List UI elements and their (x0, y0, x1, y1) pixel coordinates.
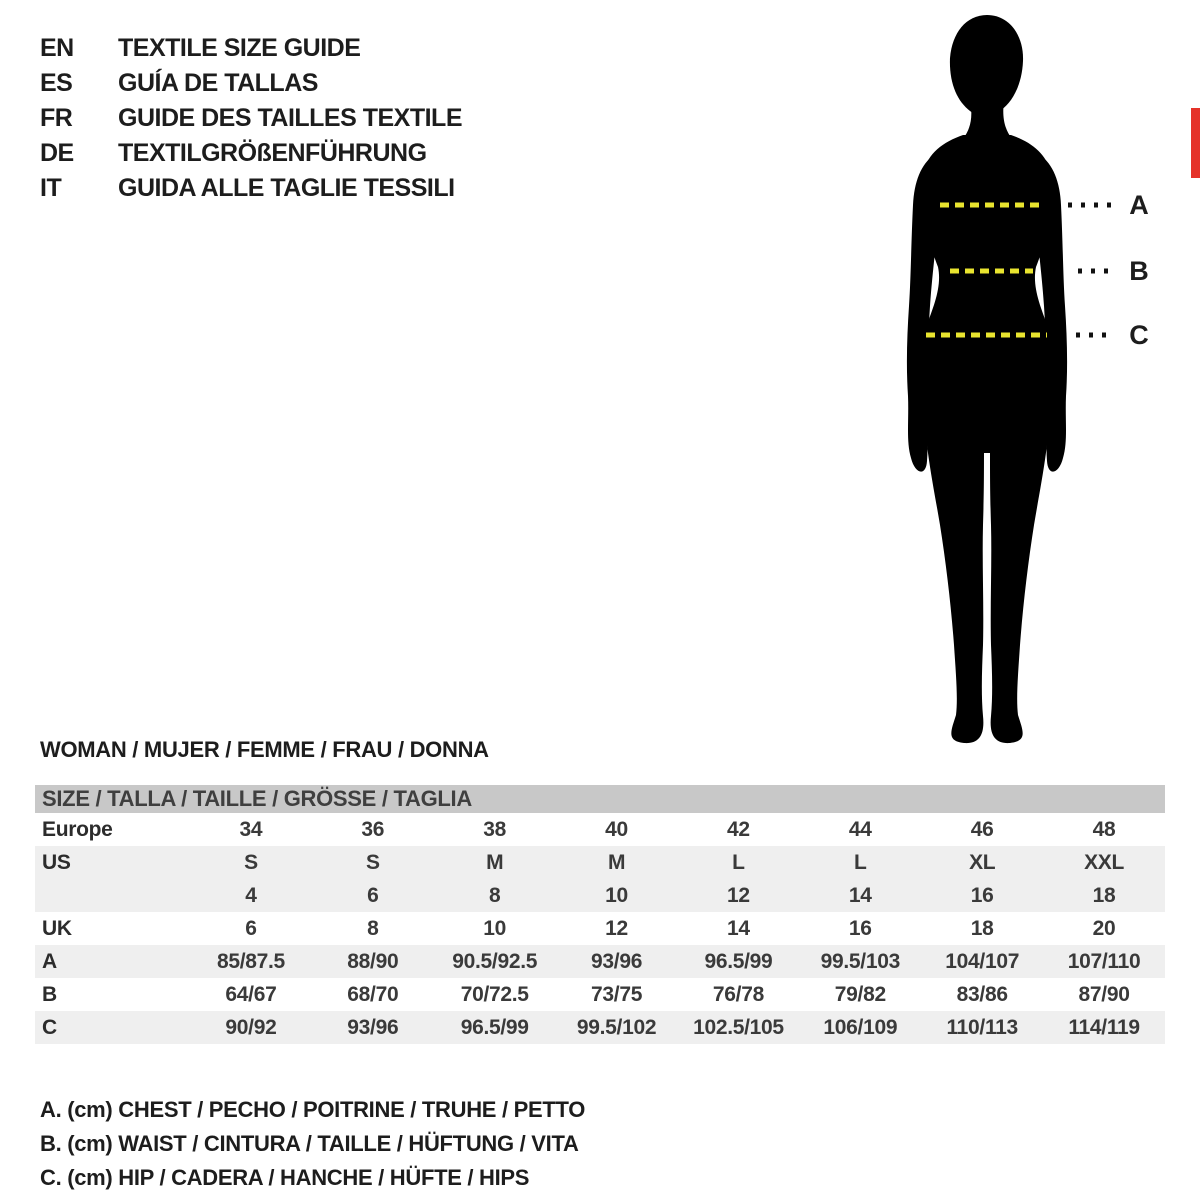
table-row-hip-c (35, 1011, 1165, 1044)
size-cell: 87/90 (1078, 983, 1130, 1006)
size-cell: 73/75 (591, 983, 643, 1006)
size-cell: 93/96 (591, 950, 643, 973)
silhouette-head (950, 15, 1023, 116)
size-cell: 44 (848, 818, 872, 841)
size-cell: 6 (367, 884, 379, 907)
size-cell: 76/78 (712, 983, 764, 1006)
measure-label-c: C (1129, 320, 1149, 350)
size-cell: 102.5/105 (693, 1016, 784, 1039)
lang-code-fr: FR (40, 104, 73, 132)
size-cell: 14 (848, 884, 872, 907)
lang-label-fr: GUIDE DES TAILLES TEXTILE (118, 104, 463, 132)
size-cell: 79/82 (834, 983, 886, 1006)
size-cell: 99.5/102 (576, 1016, 657, 1039)
size-cell: 20 (1092, 917, 1116, 940)
table-row-europe (35, 813, 1165, 846)
size-cell: 88/90 (347, 950, 399, 973)
row-label-europe: Europe (42, 818, 113, 841)
lang-code-es: ES (40, 69, 73, 97)
lang-row-it (40, 171, 462, 206)
row-label-blank (35, 879, 190, 912)
woman-silhouette (907, 15, 1067, 743)
size-cell: 14 (727, 917, 750, 940)
table-row-waist-b (35, 978, 1165, 1011)
size-cell: S (365, 851, 380, 874)
lang-label-de: TEXTILGRÖßENFÜHRUNG (118, 139, 427, 167)
measure-label-b: B (1129, 256, 1149, 286)
lang-row-en (40, 31, 462, 66)
size-cell: 114/119 (1068, 1016, 1140, 1039)
size-cell: M (486, 851, 504, 874)
woman-silhouette-figure (890, 5, 1200, 750)
size-cell: 34 (239, 818, 263, 841)
row-label-uk: UK (42, 917, 72, 940)
size-cell: 83/86 (956, 983, 1008, 1006)
size-cell: 110/113 (946, 1016, 1018, 1039)
size-cell: 4 (245, 884, 257, 907)
size-cell: 104/107 (945, 950, 1020, 973)
language-heading-block (40, 31, 462, 206)
table-row-us-letters (35, 846, 1165, 879)
lang-label-it: GUIDA ALLE TAGLIE TESSILI (118, 174, 455, 202)
size-cell: 12 (727, 884, 750, 907)
size-cell: 48 (1092, 818, 1116, 841)
table-row-chest-a (35, 945, 1165, 978)
lang-label-en: TEXTILE SIZE GUIDE (118, 34, 361, 62)
lang-row-es (40, 66, 462, 101)
size-cell: S (244, 851, 258, 874)
measure-label-a: A (1129, 190, 1149, 220)
size-cell: 12 (605, 917, 628, 940)
connector-lines-dotted (1068, 205, 1114, 335)
size-table (35, 785, 1165, 1044)
size-cell: 96.5/99 (460, 1016, 529, 1039)
size-cell: L (854, 851, 867, 874)
size-cell: 38 (483, 818, 507, 841)
lang-code-en: EN (40, 34, 74, 62)
table-row-uk (35, 912, 1165, 945)
size-cell: 6 (245, 917, 257, 940)
size-cell: L (732, 851, 745, 874)
size-cell: XL (969, 851, 996, 874)
size-cell: 8 (488, 884, 501, 907)
size-cell: 10 (483, 917, 507, 940)
size-cell: 8 (367, 917, 379, 940)
size-cell: M (607, 851, 626, 874)
row-label-c: C (42, 1016, 57, 1039)
table-row-us-numbers (35, 879, 1165, 912)
measurement-legend (40, 1093, 585, 1195)
size-cell: 16 (848, 917, 872, 940)
size-cell: 96.5/99 (704, 950, 773, 973)
row-label-us: US (42, 851, 71, 874)
size-cell: 36 (361, 818, 385, 841)
size-cell: XXL (1084, 851, 1125, 874)
size-cell: 68/70 (347, 983, 399, 1006)
size-cell: 18 (970, 917, 994, 940)
row-label-b: B (42, 983, 57, 1006)
size-cell: 99.5/103 (820, 950, 900, 973)
silhouette-torso (917, 135, 1056, 467)
size-cell: 93/96 (347, 1016, 399, 1039)
size-cell: 107/110 (1067, 950, 1141, 973)
row-label-a: A (42, 950, 57, 973)
lang-code-de: DE (40, 139, 74, 167)
lang-row-de (40, 136, 462, 171)
section-title-woman: WOMAN / MUJER / FEMME / FRAU / DONNA (40, 737, 489, 762)
size-cell: 90/92 (225, 1016, 277, 1039)
size-cell: 40 (605, 818, 628, 841)
size-cell: 46 (970, 818, 994, 841)
legend-line-waist: B. (cm) WAIST / CINTURA / TAILLE / HÜFTUNG / VITA (40, 1131, 579, 1156)
size-cell: 85/87.5 (216, 950, 285, 973)
legend-line-hip: C. (cm) HIP / CADERA / HANCHE / HÜFTE / HIPS (40, 1165, 530, 1190)
size-cell: 10 (605, 884, 628, 907)
size-cell: 64/67 (225, 983, 277, 1006)
size-cell: 106/109 (823, 1016, 898, 1039)
lang-row-fr (40, 101, 462, 136)
lang-label-es: GUÍA DE TALLAS (118, 69, 318, 97)
size-cell: 90.5/92.5 (452, 950, 538, 973)
red-edge-accent-bar (1191, 108, 1200, 178)
legend-line-chest: A. (cm) CHEST / PECHO / POITRINE / TRUHE / PETTO (40, 1097, 586, 1122)
size-cell: 18 (1092, 884, 1116, 907)
lang-code-it: IT (40, 174, 62, 202)
size-table-header: SIZE / TALLA / TAILLE / GRÖSSE / TAGLIA (35, 785, 1165, 813)
size-cell: 16 (970, 884, 994, 907)
size-cell: 70/72.5 (460, 983, 529, 1006)
size-cell: 42 (727, 818, 750, 841)
